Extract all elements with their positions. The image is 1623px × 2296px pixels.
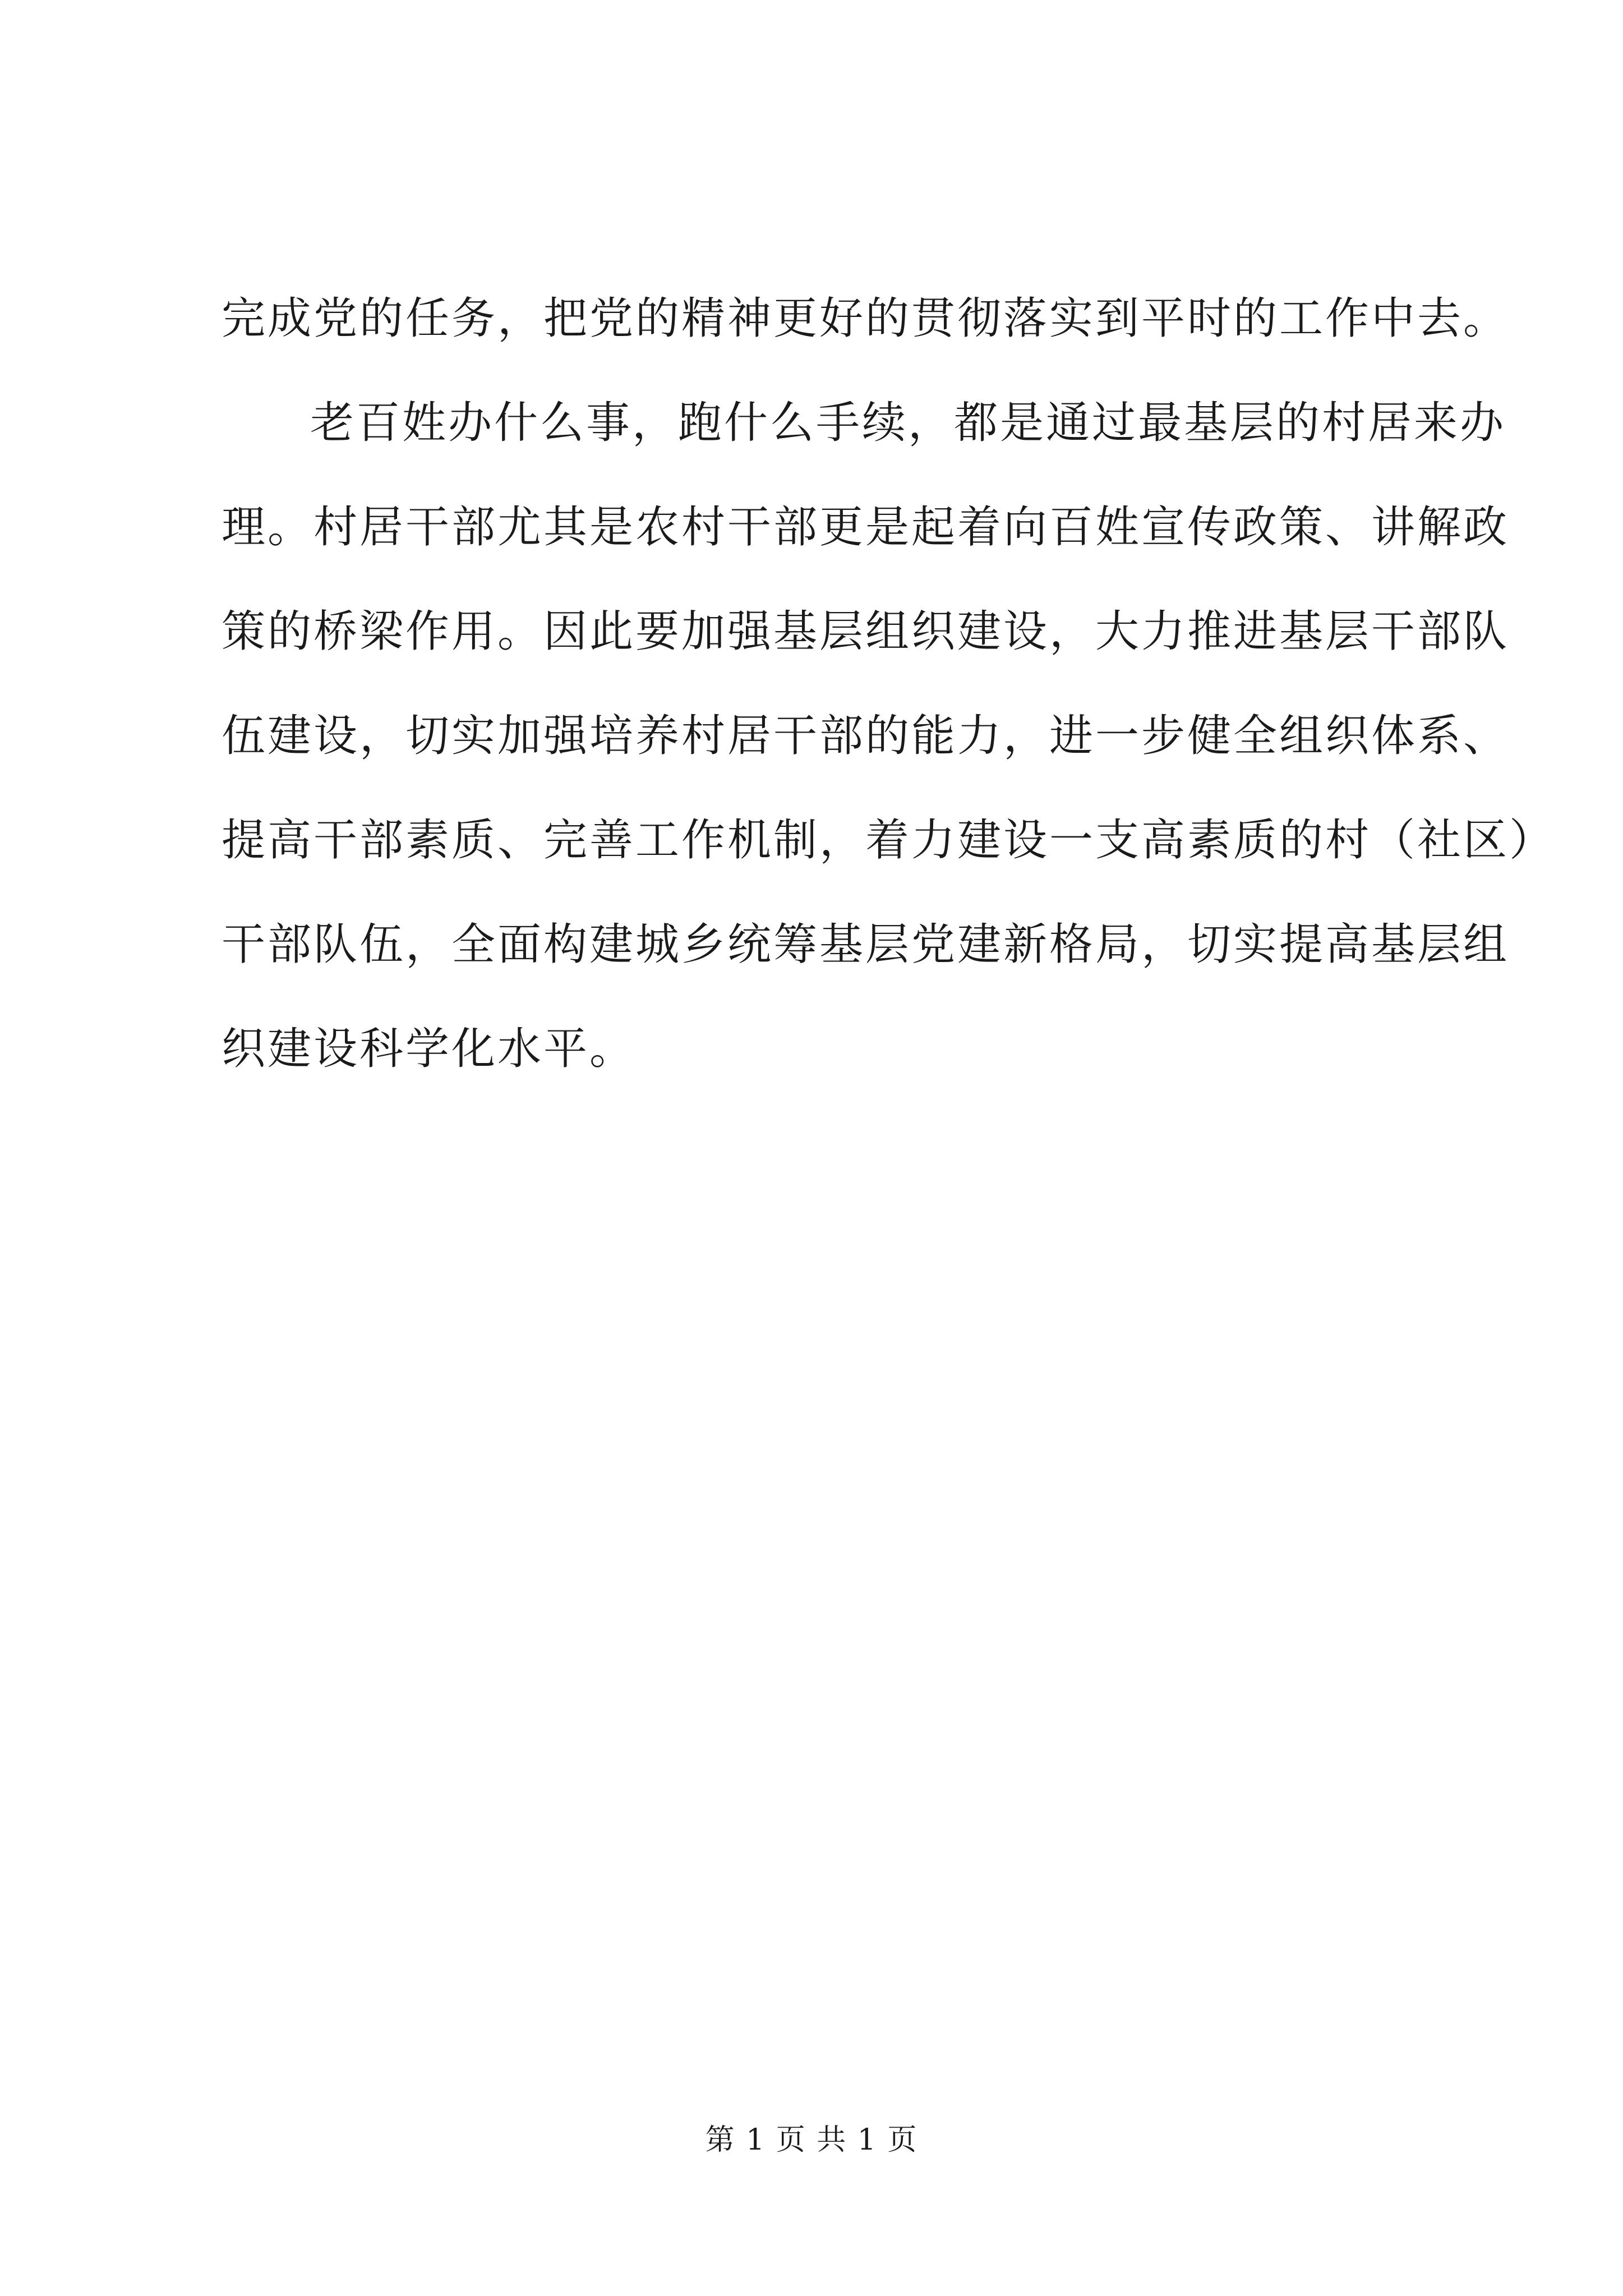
- text-line: 完成党的任务，把党的精神更好的贯彻落实到平时的工作中去。: [222, 293, 1510, 344]
- text-line: 策的桥梁作用。因此要加强基层组织建设，大力推进基层干部队: [222, 606, 1510, 657]
- text-line: 提高干部素质、完善工作机制，着力建设一支高素质的村（社区）: [222, 815, 1556, 866]
- text-line: 干部队伍，全面构建城乡统筹基层党建新格局，切实提高基层组: [222, 919, 1510, 970]
- text-line: 理。村居干部尤其是农村干部更是起着向百姓宣传政策、讲解政: [222, 502, 1510, 553]
- body-text: [222, 266, 1556, 1101]
- page-number-footer: 第 1 页 共 1 页: [705, 2123, 918, 2157]
- text-line: 伍建设，切实加强培养村居干部的能力，进一步健全组织体系、: [222, 711, 1510, 761]
- text-line: 织建设科学化水平。: [222, 1024, 636, 1074]
- paragraph-first-line: 老百姓办什么事，跑什么手续，都是通过最基层的村居来办: [310, 398, 1506, 448]
